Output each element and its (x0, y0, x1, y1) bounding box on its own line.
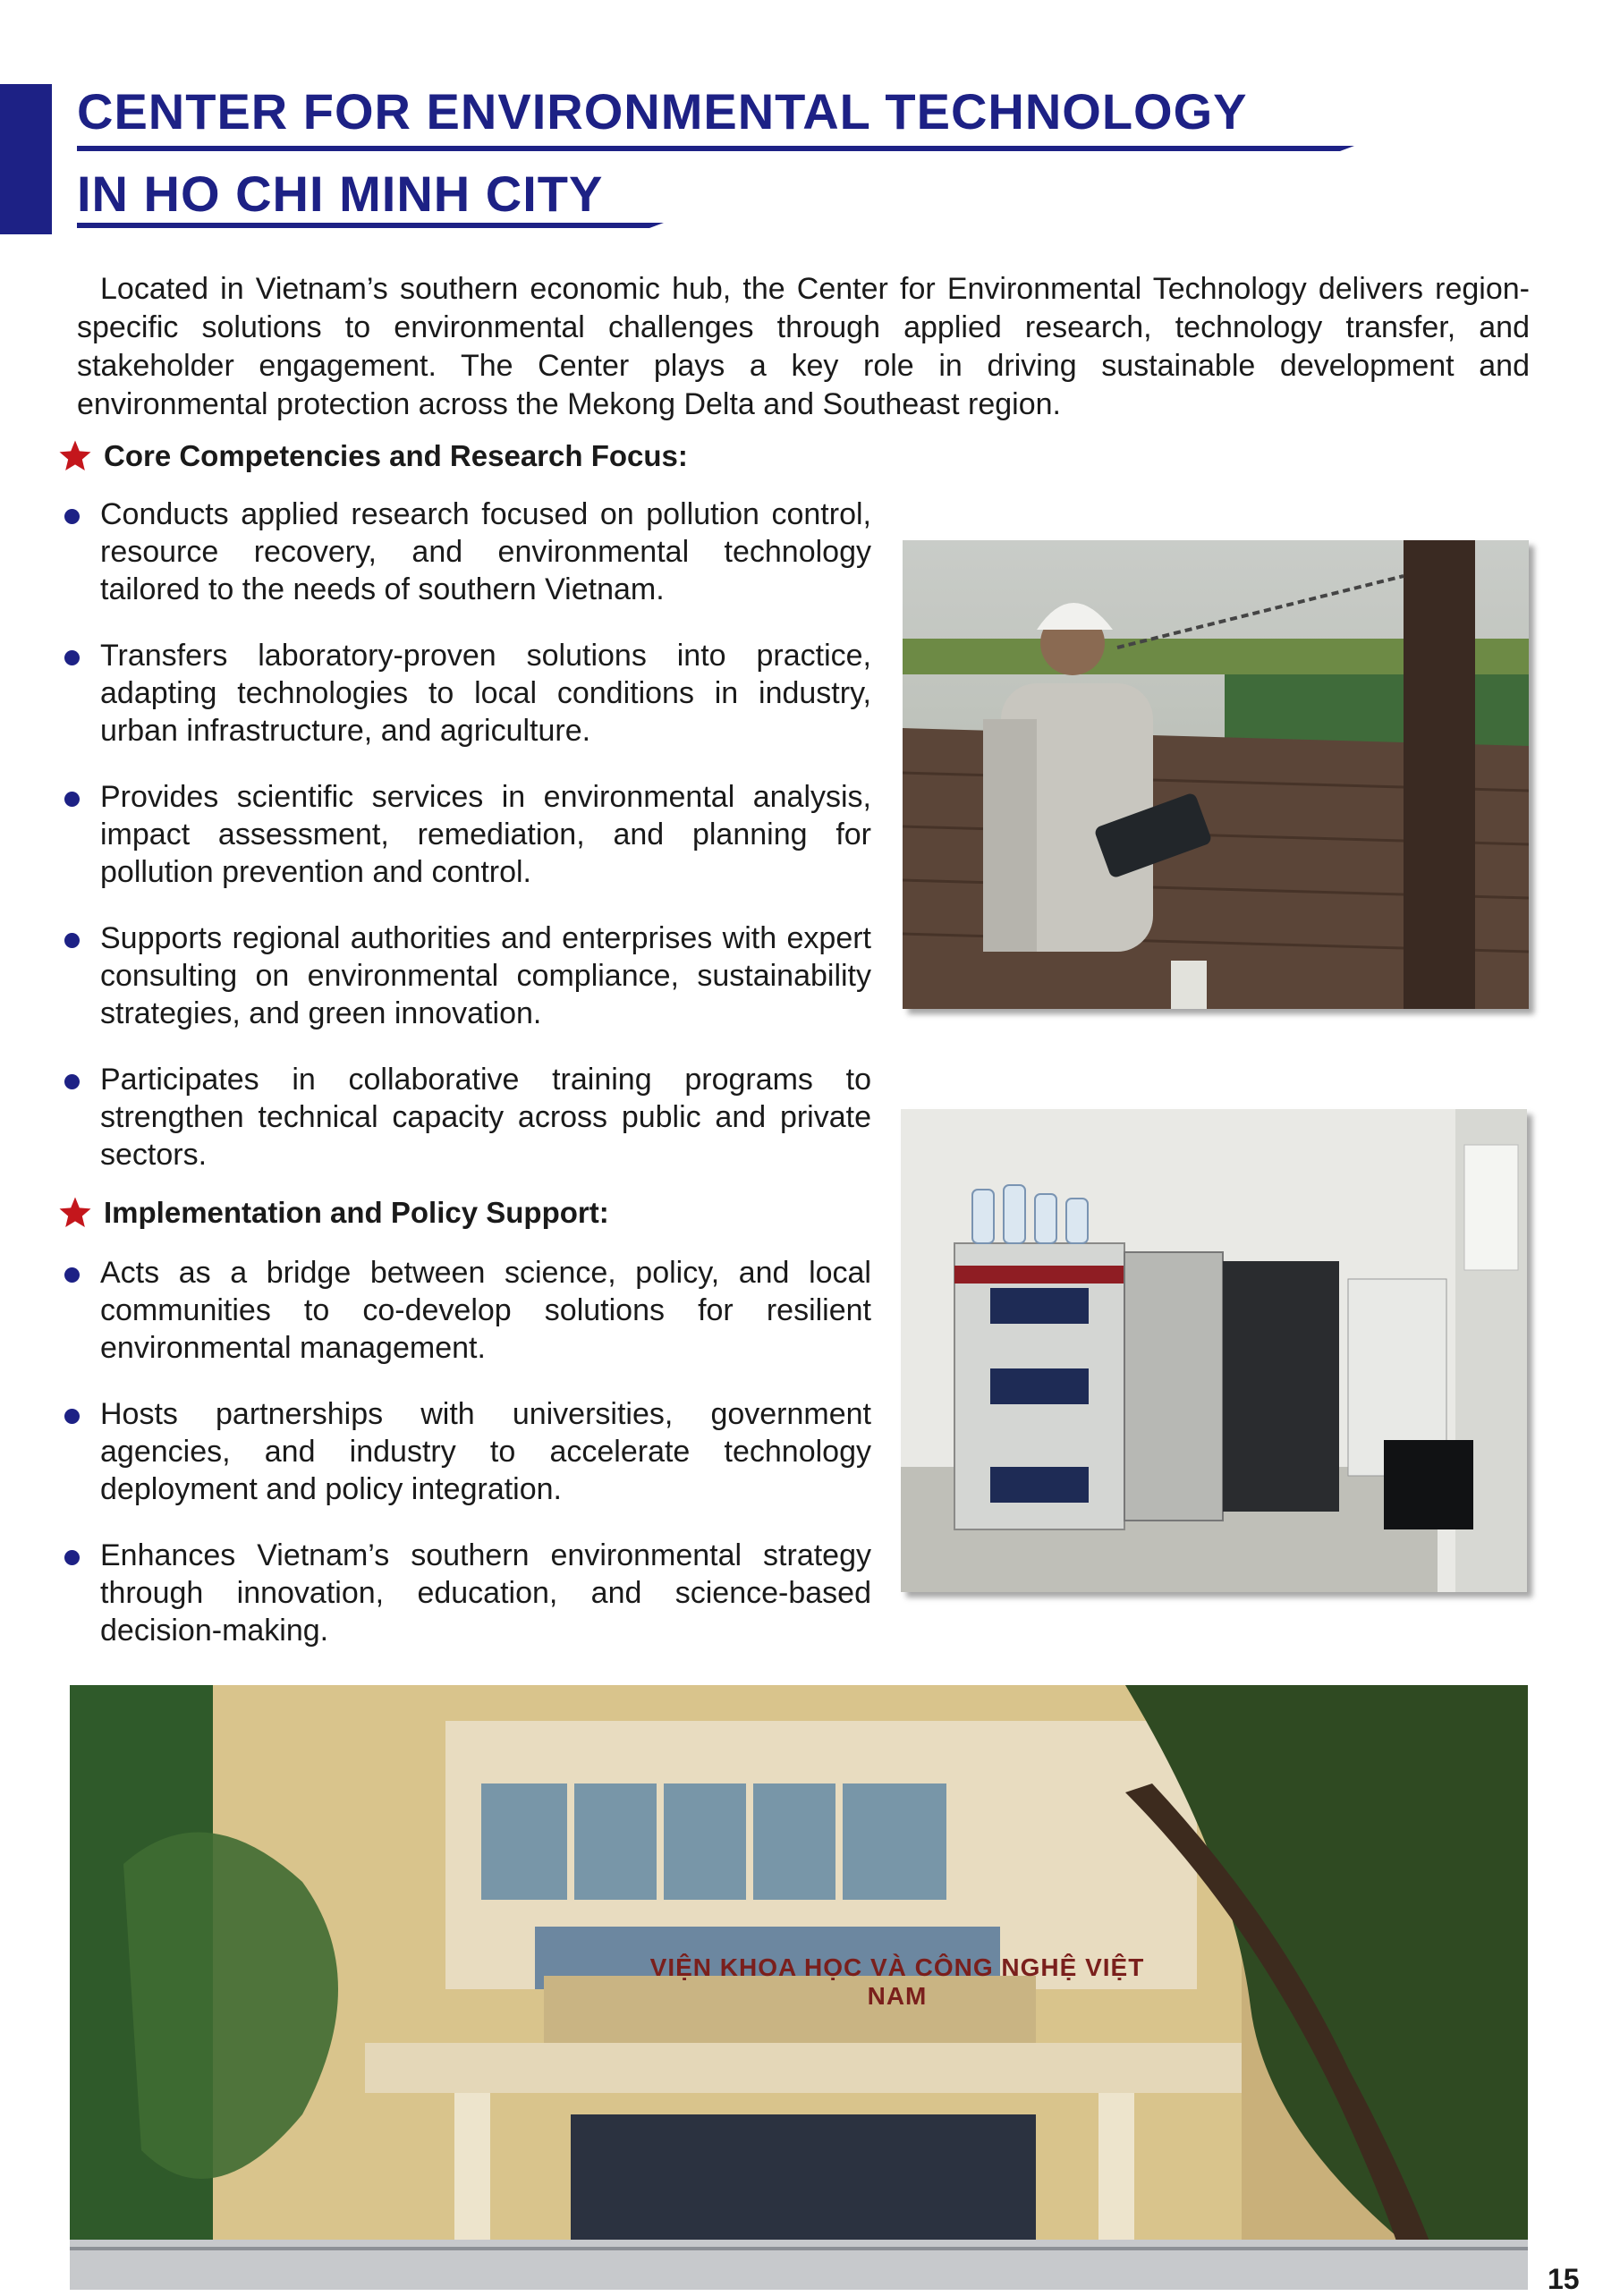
list-item (57, 919, 871, 1032)
building-sign-text: VIỆN KHOA HỌC VÀ CÔNG NGHỆ VIỆT NAM (649, 1953, 1145, 2010)
list-item (57, 637, 871, 750)
section-heading-core (57, 438, 688, 474)
list-item (57, 778, 871, 891)
section-heading-implementation (57, 1195, 609, 1231)
list-item-text: Enhances Vietnam’s southern environmental strategy through innovation, education, and science-based decision-making. (100, 1538, 871, 1648)
page-title-line-1: CENTER FOR ENVIRONMENTAL TECHNOLOGY (77, 83, 1248, 140)
bullet-dot-icon (64, 509, 80, 524)
title-underline-1 (77, 146, 1340, 151)
bullet-dot-icon (64, 1267, 80, 1283)
photo-field-measurement (903, 540, 1529, 1009)
list-item-text: Hosts partnerships with universities, government agencies, and industry to accelerate technology deployment and policy integration. (100, 1397, 871, 1506)
bullet-dot-icon (64, 792, 80, 807)
bullet-dot-icon (64, 1550, 80, 1565)
list-item (57, 1537, 871, 1649)
list-item-text: Transfers laboratory-proven solutions into practice, adapting technologies to local conditions in industry, urban infrastructure, and agriculture. (100, 639, 871, 748)
page-number: 15 (1548, 2263, 1580, 2295)
photo-institute-building (70, 1685, 1528, 2290)
list-item-text: Participates in collaborative training programs to strengthen technical capacity across public and private sectors. (100, 1063, 871, 1172)
list-item-text: Acts as a bridge between science, policy, and local communities to co-develop solutions for resilient environmental management. (100, 1256, 871, 1365)
bullet-dot-icon (64, 650, 80, 665)
photo-laboratory-equipment (901, 1109, 1527, 1592)
section-heading-label: Core Competencies and Research Focus: (104, 439, 688, 472)
list-item (57, 1061, 871, 1173)
list-item (57, 1254, 871, 1367)
star-icon (57, 1195, 93, 1231)
section-heading-label: Implementation and Policy Support: (104, 1196, 609, 1229)
list-item (57, 1395, 871, 1508)
star-icon (57, 438, 93, 474)
left-accent-bar (0, 84, 52, 234)
list-item-text: Supports regional authorities and enterprises with expert consulting on environmental compliance, sustainability strategies, and green innovation. (100, 921, 871, 1030)
page-title-line-2: IN HO CHI MINH CITY (77, 165, 604, 222)
bullet-dot-icon (64, 1074, 80, 1089)
list-item-text: Provides scientific services in environmental analysis, impact assessment, remediation, and planning for pollution prevention and control. (100, 780, 871, 889)
title-underline-2 (77, 223, 649, 228)
list-item (57, 496, 871, 608)
intro-paragraph: Located in Vietnam’s southern economic hub, the Center for Environmental Technology delivers region-specific solutions to environmental challenges through applied research, technology transfer, and stakeholder engagement. The Center plays a key role in driving sustainable development and environmental protection across the Mekong Delta and Southeast region. (77, 272, 1530, 421)
bullet-dot-icon (64, 933, 80, 948)
bullet-dot-icon (64, 1409, 80, 1424)
list-item-text: Conducts applied research focused on pollution control, resource recovery, and environmental technology tailored to the needs of southern Vietnam. (100, 497, 871, 606)
